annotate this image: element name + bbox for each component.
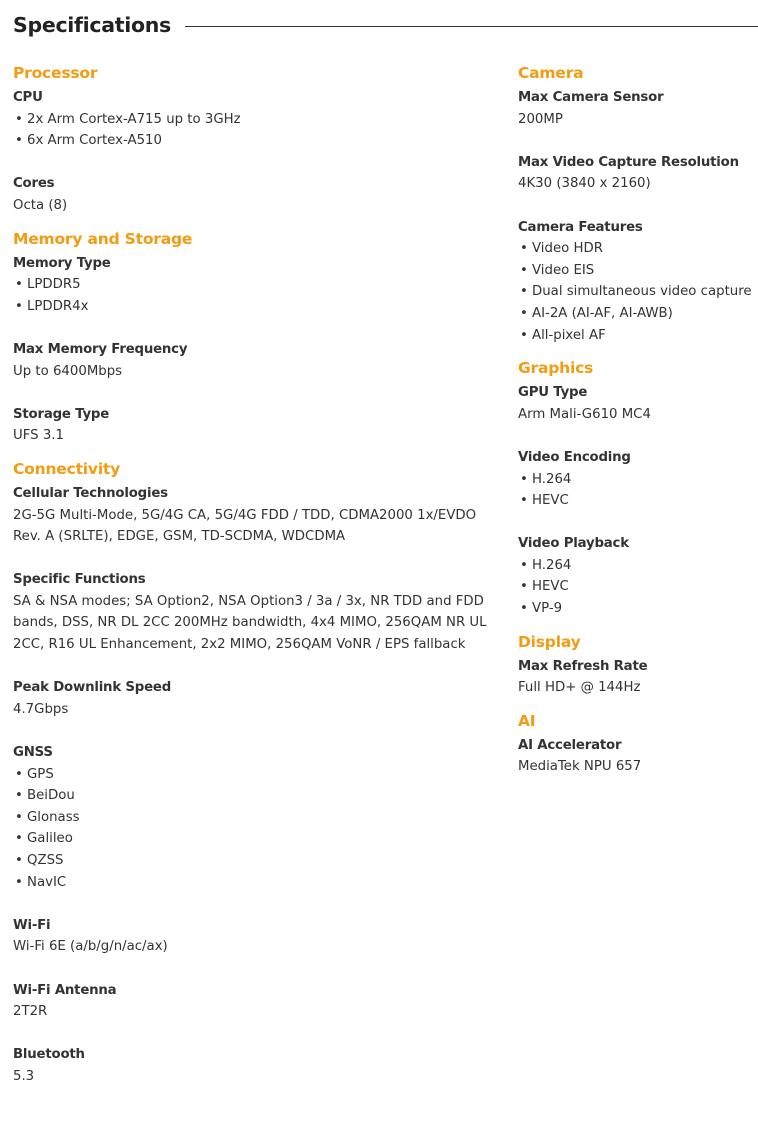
spec-bullet-list [13,274,493,317]
spec-memory-type [13,253,493,318]
spec-max-memory-frequency [13,339,493,382]
section-display [518,630,758,699]
spec-bullet-item: • Video EIS [518,260,758,282]
section-title: Processor [13,64,98,82]
spec-label: AI Accelerator [518,737,622,753]
spec-wi-fi [13,915,493,958]
spec-label: Max Video Capture Resolution [518,154,739,170]
spec-bullet-list [13,109,493,152]
spec-value: Octa (8) [13,197,68,213]
spec-bullet-item: • NavIC [13,872,493,894]
section-title: AI [518,711,536,730]
spec-value: 200MP [518,111,563,127]
spec-bullet-item: • HEVC [518,490,758,512]
spec-bullet-item: • AI-2A (AI-AF, AI-AWB) [518,303,758,325]
spec-label: Wi-Fi [13,917,51,933]
section-title: Camera [518,64,584,82]
spec-bullet-item: • Galileo [13,828,493,850]
spec-bullet-item: • GPS [13,764,493,786]
spec-value: Full HD+ @ 144Hz [518,680,641,696]
section-title: Graphics [518,359,594,378]
spec-specific-functions [13,569,493,655]
spec-value: Arm Mali-G610 MC4 [518,406,651,422]
section-processor [13,61,493,217]
spec-value: Up to 6400Mbps [13,363,123,379]
section-connectivity [13,457,493,1088]
spec-value: 4K30 (3840 x 2160) [518,176,651,192]
spec-label: Cellular Technologies [13,485,168,501]
spec-cellular-technologies [13,483,493,548]
title-divider [185,26,758,27]
section-memory-and-storage [13,227,493,447]
spec-value: Wi-Fi 6E (a/b/g/n/ac/ax) [13,939,168,955]
spec-bullet-list [518,555,758,620]
spec-camera-features [518,217,758,347]
spec-ai-accelerator [518,735,758,778]
spec-label: CPU [13,90,43,105]
section-title: Connectivity [13,459,121,478]
spec-value: 2G-5G Multi-Mode, 5G/4G CA, 5G/4G FDD / TDD, CDMA2000 1x/EVDO Rev. A (SRLTE), EDGE, GSM, TD-SCDMA, WDCDMA [13,507,477,545]
spec-label: Video Playback [518,536,629,552]
spec-label: Cores [13,176,55,192]
specifications-header [13,8,758,44]
spec-bullet-list [13,764,493,894]
section-ai [518,709,758,778]
spec-label: Bluetooth [13,1047,85,1063]
section-title: Display [518,632,581,651]
spec-bullet-item: • LPDDR5 [13,274,493,296]
spec-video-playback [518,533,758,619]
spec-value: SA & NSA modes; SA Option2, NSA Option3 / 3a / 3x, NR TDD and FDD bands, DSS, NR DL 2CC 200MHz bandwidth, 4x4 MIMO, 256QAM NR UL 2CC, R16 UL Enhancement, 2x2 MIMO, 256QAM VoNR / EPS fallback [13,593,487,653]
section-graphics [518,356,758,620]
spec-peak-downlink-speed [13,677,493,720]
spec-max-camera-sensor [518,87,758,130]
page-title: Specifications [13,13,171,38]
spec-bullet-item: • All-pixel AF [518,325,758,347]
spec-bluetooth [13,1044,493,1087]
spec-bullet-item: • 2x Arm Cortex-A715 up to 3GHz [13,109,493,131]
spec-gnss [13,742,493,893]
spec-label: GNSS [13,745,53,761]
spec-label: Camera Features [518,219,643,235]
spec-value: 5.3 [13,1068,35,1084]
spec-value: 2T2R [13,1004,48,1020]
spec-label: Specific Functions [13,572,146,588]
spec-max-video-capture-resolution [518,152,758,195]
spec-label: Max Memory Frequency [13,341,188,357]
spec-label: Video Encoding [518,449,631,465]
spec-bullet-list [518,469,758,512]
spec-bullet-item: • LPDDR4x [13,296,493,318]
spec-value: 4.7Gbps [13,701,69,717]
spec-cores [13,173,493,216]
section-camera [518,61,758,346]
spec-bullet-item: • VP-9 [518,598,758,620]
section-title: Memory and Storage [13,229,193,248]
spec-cpu [13,87,493,152]
spec-bullet-item: • H.264 [518,555,758,577]
spec-bullet-item: • QZSS [13,850,493,872]
spec-bullet-item: • HEVC [518,576,758,598]
spec-label: Memory Type [13,255,111,271]
spec-video-encoding [518,447,758,512]
spec-bullet-item: • H.264 [518,469,758,491]
spec-bullet-item: • 6x Arm Cortex-A510 [13,130,493,152]
spec-label: GPU Type [518,385,588,401]
spec-value: MediaTek NPU 657 [518,759,642,775]
spec-label: Peak Downlink Speed [13,680,172,696]
spec-wi-fi-antenna [13,980,493,1023]
spec-bullet-item: • Glonass [13,807,493,829]
left-column [13,61,493,1098]
spec-label: Max Refresh Rate [518,658,648,674]
spec-max-refresh-rate [518,656,758,699]
right-column [518,61,758,788]
spec-gpu-type [518,382,758,425]
spec-bullet-item: • Video HDR [518,238,758,260]
spec-label: Max Camera Sensor [518,90,664,105]
spec-storage-type [13,404,493,447]
spec-bullet-list [518,238,758,346]
spec-value: UFS 3.1 [13,428,64,444]
spec-label: Wi-Fi Antenna [13,982,117,998]
spec-label: Storage Type [13,406,110,422]
spec-bullet-item: • Dual simultaneous video capture [518,281,758,303]
spec-bullet-item: • BeiDou [13,785,493,807]
